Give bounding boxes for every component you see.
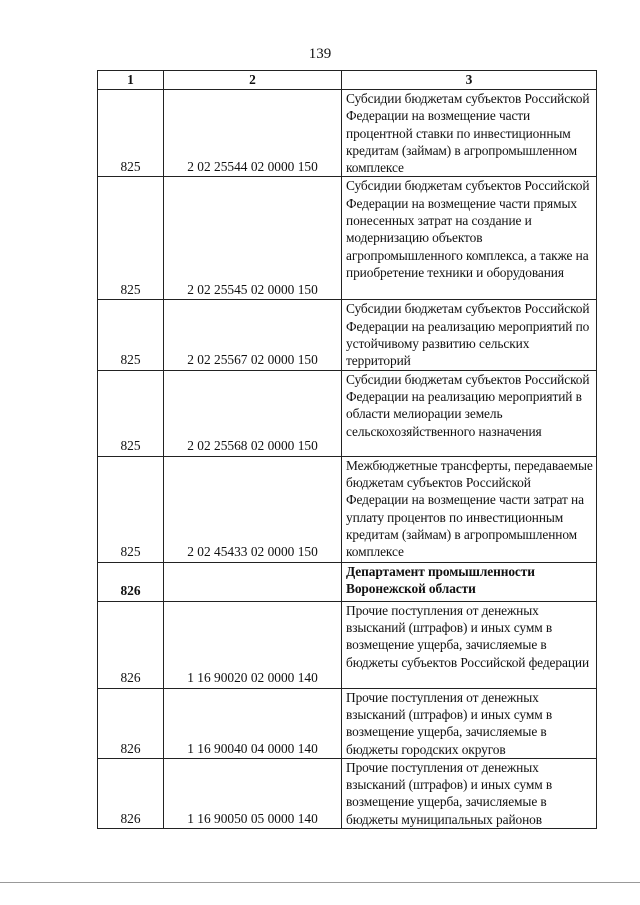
admin-code-cell: 825	[98, 300, 164, 370]
page-number: 139	[308, 46, 332, 62]
admin-code-cell: 825	[98, 90, 164, 177]
column-header-1: 1	[98, 71, 164, 90]
revenue-code-cell: 2 02 25545 02 0000 150	[164, 177, 342, 300]
admin-code-cell: 826	[98, 688, 164, 758]
column-header-3: 3	[342, 71, 597, 90]
revenue-code-cell: 1 16 90020 02 0000 140	[164, 601, 342, 688]
revenue-code-cell: 1 16 90040 04 0000 140	[164, 688, 342, 758]
admin-code-cell: 826	[98, 562, 164, 601]
revenue-code-cell: 2 02 25567 02 0000 150	[164, 300, 342, 370]
admin-code-cell: 826	[98, 758, 164, 828]
table-row	[98, 601, 597, 688]
table-row	[98, 370, 597, 456]
description-cell: Субсидии бюджетам субъектов Российской Федерации на реализацию мероприятий по устойчивому развитию сельских территорий	[342, 300, 597, 370]
description-cell: Прочие поступления от денежных взысканий (штрафов) и иных сумм в возмещение ущерба, зачисляемые в бюджеты субъектов Российской федерации	[342, 601, 597, 688]
table-header-row	[98, 71, 597, 90]
table-row	[98, 688, 597, 758]
description-cell: Межбюджетные трансферты, передаваемые бюджетам субъектов Российской Федерации на возмещение части затрат на уплату процентов по инвестиционным кредитам (займам) в агропромышленном комплексе	[342, 456, 597, 562]
table-row	[98, 456, 597, 562]
table-row	[98, 300, 597, 370]
revenue-code-cell: 2 02 45433 02 0000 150	[164, 456, 342, 562]
table-row	[98, 562, 597, 601]
admin-code-cell: 825	[98, 177, 164, 300]
description-cell: Субсидии бюджетам субъектов Российской Федерации на реализацию мероприятий в области мелиорации земель сельскохозяйственного назначения	[342, 370, 597, 456]
revenue-codes-table	[97, 70, 597, 829]
description-cell: Субсидии бюджетам субъектов Российской Федерации на возмещение части процентной ставки по инвестиционным кредитам (займам) в агропромышленном комплексе	[342, 90, 597, 177]
footer-rule	[0, 882, 640, 883]
description-cell: Департамент промышленности Воронежской области	[342, 562, 597, 601]
column-header-2: 2	[164, 71, 342, 90]
revenue-code-cell: 2 02 25568 02 0000 150	[164, 370, 342, 456]
table-row	[98, 90, 597, 177]
admin-code-cell: 825	[98, 456, 164, 562]
description-cell: Прочие поступления от денежных взысканий (штрафов) и иных сумм в возмещение ущерба, зачисляемые в бюджеты городских округов	[342, 688, 597, 758]
table-row	[98, 177, 597, 300]
description-cell: Прочие поступления от денежных взысканий (штрафов) и иных сумм в возмещение ущерба, зачисляемые в бюджеты муниципальных районов	[342, 758, 597, 828]
revenue-code-cell	[164, 562, 342, 601]
admin-code-cell: 826	[98, 601, 164, 688]
revenue-code-cell: 2 02 25544 02 0000 150	[164, 90, 342, 177]
admin-code-cell: 825	[98, 370, 164, 456]
table-row	[98, 758, 597, 828]
revenue-code-cell: 1 16 90050 05 0000 140	[164, 758, 342, 828]
description-cell: Субсидии бюджетам субъектов Российской Федерации на возмещение части прямых понесенных затрат на создание и модернизацию объектов агропромышленного комплекса, а также на приобретение техники и оборудования	[342, 177, 597, 300]
